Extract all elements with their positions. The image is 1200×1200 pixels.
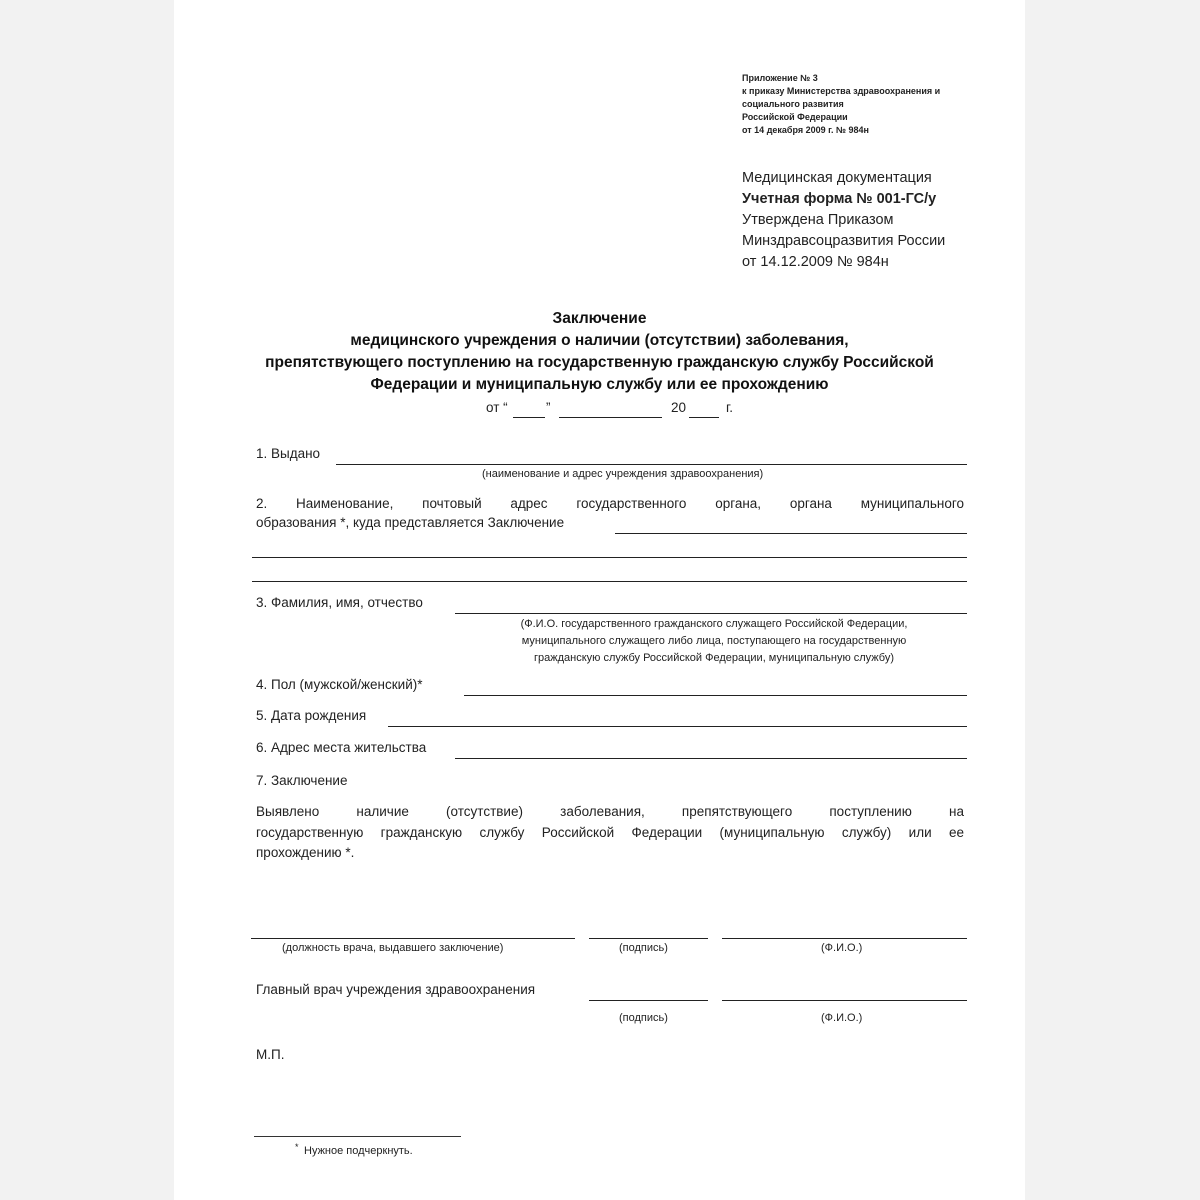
field-address-label: 6. Адрес места жительства bbox=[256, 740, 427, 755]
annex-line: Российской Федерации bbox=[742, 112, 848, 122]
field-government-body-label-2: образования *, куда представляется Заключение bbox=[256, 515, 565, 530]
doctor-fio-caption: (Ф.И.О.) bbox=[821, 942, 863, 954]
field-address-input-line[interactable] bbox=[455, 758, 967, 759]
date-quote-close: ” bbox=[546, 400, 551, 415]
field-issued-caption: (наименование и адрес учреждения здравоохранения) bbox=[482, 468, 764, 480]
meddoc-line: Утверждена Приказом bbox=[742, 212, 894, 228]
field-issued-input-line[interactable] bbox=[336, 464, 967, 465]
footnote-separator bbox=[254, 1136, 461, 1137]
field-full-name-caption bbox=[464, 616, 964, 667]
field-issued-label: 1. Выдано bbox=[256, 446, 321, 461]
title-line: препятствующего поступлению на государственную гражданскую службу Российской bbox=[265, 354, 934, 371]
field-sex-label: 4. Пол (мужской/женский)* bbox=[256, 677, 423, 692]
date-year-prefix: 20 bbox=[671, 400, 687, 415]
chief-fio-line[interactable] bbox=[722, 1000, 967, 1001]
date-suffix: г. bbox=[726, 400, 734, 415]
meddoc-line: Медицинская документация bbox=[742, 170, 932, 186]
meddoc-line: от 14.12.2009 № 984н bbox=[742, 254, 889, 270]
conclusion-text-line: государственную гражданскую службу Российской Федерации (муниципальную службу) или ее bbox=[256, 825, 964, 840]
date-year-blank[interactable] bbox=[689, 417, 719, 418]
chief-signature-caption: (подпись) bbox=[619, 1012, 668, 1024]
annex-line: к приказу Министерства здравоохранения и bbox=[742, 86, 941, 96]
medical-documentation-block bbox=[742, 168, 945, 273]
form-number: Учетная форма № 001-ГС/у bbox=[742, 191, 937, 207]
footnote-mark: * bbox=[295, 1142, 299, 1152]
meddoc-line: Минздравсоцразвития России bbox=[742, 233, 946, 249]
chief-signature-line[interactable] bbox=[589, 1000, 708, 1001]
field-government-body-input-line[interactable] bbox=[615, 533, 967, 534]
doctor-signature-line[interactable] bbox=[589, 938, 708, 939]
doctor-position-caption: (должность врача, выдавшего заключение) bbox=[282, 942, 504, 954]
field-government-body-label: 2. Наименование, почтовый адрес государственного органа, органа муниципального bbox=[256, 496, 964, 511]
annex-block bbox=[742, 72, 940, 137]
date-day-blank[interactable] bbox=[513, 417, 545, 418]
stamp-place-label: М.П. bbox=[256, 1047, 285, 1062]
caption-line: (Ф.И.О. государственного гражданского служащего Российской Федерации, bbox=[520, 618, 908, 630]
conclusion-text-line: прохождению *. bbox=[256, 845, 355, 860]
doctor-fio-line[interactable] bbox=[722, 938, 967, 939]
title-line: медицинского учреждения о наличии (отсутствии) заболевания, bbox=[350, 332, 849, 349]
caption-line: гражданскую службу Российской Федерации, муниципальную службу) bbox=[533, 652, 895, 664]
field-conclusion-label: 7. Заключение bbox=[256, 773, 348, 788]
doctor-position-line[interactable] bbox=[251, 938, 575, 939]
field-birth-date-input-line[interactable] bbox=[388, 726, 967, 727]
document-title bbox=[174, 308, 1025, 396]
field-full-name-input-line[interactable] bbox=[455, 613, 967, 614]
annex-line: Приложение № 3 bbox=[742, 73, 818, 83]
title-line: Заключение bbox=[552, 310, 647, 327]
field-government-body-input-line[interactable] bbox=[252, 557, 967, 558]
title-line: Федерации и муниципальную службу или ее прохождению bbox=[370, 376, 829, 393]
annex-line: социального развития bbox=[742, 99, 844, 109]
footnote-text: Нужное подчеркнуть. bbox=[304, 1145, 413, 1157]
caption-line: муниципального служащего либо лица, поступающего на государственную bbox=[521, 635, 907, 647]
document-page bbox=[174, 0, 1025, 1200]
field-sex-input-line[interactable] bbox=[464, 695, 967, 696]
date-prefix: от “ bbox=[486, 400, 508, 415]
chief-doctor-label: Главный врач учреждения здравоохранения bbox=[256, 982, 536, 997]
chief-fio-caption: (Ф.И.О.) bbox=[821, 1012, 863, 1024]
field-birth-date-label: 5. Дата рождения bbox=[256, 708, 367, 723]
doctor-signature-caption: (подпись) bbox=[619, 942, 668, 954]
field-government-body-input-line[interactable] bbox=[252, 581, 967, 582]
date-month-blank[interactable] bbox=[559, 417, 662, 418]
conclusion-text-line: Выявлено наличие (отсутствие) заболевания, препятствующего поступлению на bbox=[256, 804, 964, 819]
field-full-name-label: 3. Фамилия, имя, отчество bbox=[256, 595, 423, 610]
annex-line: от 14 декабря 2009 г. № 984н bbox=[742, 125, 869, 135]
